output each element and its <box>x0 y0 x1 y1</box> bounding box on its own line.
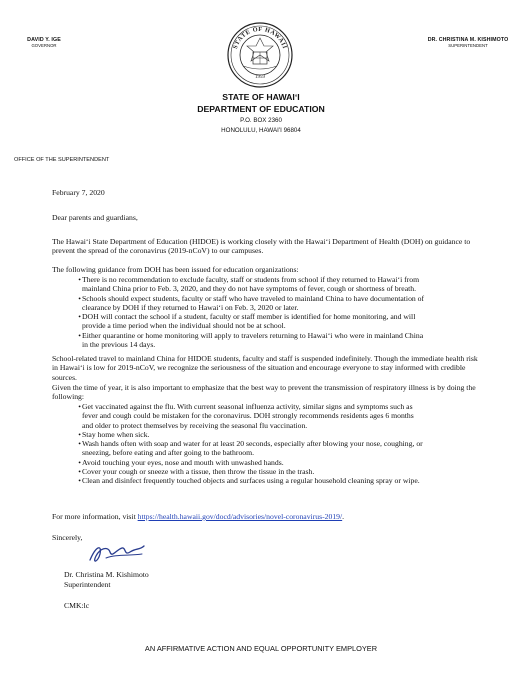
signer-name: Dr. Christina M. Kishimoto <box>64 570 149 579</box>
address-line2: HONOLULU, HAWAIʻI 96804 <box>221 127 301 134</box>
bullet-icon: • <box>78 275 81 284</box>
list-item-text: Stay home when sick. <box>82 429 150 439</box>
list-item-text: Get vaccinated against the flu. With current seasonal influenza activity, similar signs and symptoms such as <box>82 402 413 411</box>
governor-block <box>14 37 74 48</box>
footer-statement: AN AFFIRMATIVE ACTION AND EQUAL OPPORTUNITY EMPLOYER <box>144 644 378 653</box>
list-item-text: Wash hands often with soap and water for at least 20 seconds, especially after blowing your nose, coughing, or <box>82 439 423 449</box>
list-item-text: provide a time period when the individual should not be at school. <box>82 321 286 331</box>
office-label: OFFICE OF THE SUPERINTENDENT <box>14 157 110 163</box>
salutation: Dear parents and guardians, <box>52 213 138 222</box>
list-item-text: sneezing, before eating and after going to the bathroom. <box>82 448 255 458</box>
address-line1: P.O. BOX 2360 <box>240 117 282 124</box>
list-item <box>52 458 482 467</box>
bullet-icon: • <box>78 330 81 340</box>
seal-text: STATE OF HAWAII <box>231 25 289 50</box>
paragraph-travel: School-related travel to mainland China for HIDOE students, faculty and staff is suspended indefinitely. Though the immediate health risk in Hawaiʻi is low for 2019-nCoV, we recognize the seriousness of the situation and encourage everyone to stay informed with credible sources. <box>52 354 478 382</box>
list-item-text: There is no recommendation to exclude faculty, staff or students from school if they returned to Hawaiʻi from <box>82 275 420 284</box>
state-seal-icon <box>227 22 293 88</box>
bullet-icon: • <box>78 439 81 449</box>
list-item <box>52 275 482 294</box>
superintendent-title: SUPERINTENDENT <box>448 43 488 48</box>
list-item-text: Avoid touching your eyes, nose and mouth with unwashed hands. <box>82 457 284 467</box>
signature-icon <box>86 540 148 568</box>
closing: Sincerely, <box>52 533 83 542</box>
info-prefix: For more information, visit <box>52 512 138 521</box>
list-item-text: fever and cough could be mistaken for the coronavirus. DOH strongly recommends residents ages 6 months <box>82 411 414 421</box>
list-item-text: Cover your cough or sneeze with a tissue, then throw the tissue in the trash. <box>82 467 315 477</box>
list-item-text: Either quarantine or home monitoring will apply to travelers returning to Hawaiʻi who were in mainland China <box>82 330 424 340</box>
department-heading: DEPARTMENT OF EDUCATION <box>197 104 325 114</box>
guidance-list <box>52 275 482 349</box>
list-item <box>52 312 482 331</box>
bullet-icon: • <box>78 467 81 477</box>
state-heading: STATE OF HAWAIʻI <box>222 92 300 102</box>
seal-year: 1959 <box>255 75 265 80</box>
paragraph-more-info <box>52 512 482 521</box>
letter-date: February 7, 2020 <box>52 188 105 197</box>
paragraph-intro: The Hawaiʻi State Department of Education (HIDOE) is working closely with the Hawaiʻi Department of Health (DOH) on guidance to prevent the spread of the coronavirus (2019-nCoV) to our campuses. <box>52 237 471 256</box>
list-item-text: DOH will contact the school if a student, faculty or staff member is identified for home monitoring, and will <box>82 312 416 322</box>
bullet-icon: • <box>78 429 81 439</box>
governor-title: GOVERNOR <box>31 43 57 48</box>
signer-title: Superintendent <box>64 580 111 589</box>
list-item-text: Schools should expect students, faculty or staff who have traveled to mainland China to have documentation of <box>82 293 425 303</box>
initials: CMK:lc <box>64 601 90 610</box>
list-item-text: clearance by DOH if they returned to Hawaiʻi on Feb. 3, 2020 or later. <box>82 302 299 312</box>
list-item <box>52 439 482 458</box>
bullet-icon: • <box>78 312 81 322</box>
superintendent-block <box>420 37 516 48</box>
list-item-text: in the previous 14 days. <box>82 340 156 350</box>
superintendent-name: DR. CHRISTINA M. KISHIMOTO <box>427 37 509 43</box>
list-item <box>52 476 482 485</box>
list-item <box>52 402 482 430</box>
list-item <box>52 467 482 476</box>
list-item-text: mainland China prior to Feb. 3, 2020, and they do not have symptoms of fever, cough or shortness of breath. <box>82 284 417 294</box>
bullet-icon: • <box>78 476 81 486</box>
governor-name: DAVID Y. IGE <box>27 37 61 43</box>
bullet-icon: • <box>78 402 81 411</box>
list-item-text: and older to protect themselves by receiving the seasonal flu vaccination. <box>82 420 308 430</box>
bullet-icon: • <box>78 457 81 467</box>
paragraph-prevention-lead: Given the time of year, it is also important to emphasize that the best way to prevent the transmission of respiratory illness is by doing the following: <box>52 383 476 402</box>
info-suffix: . <box>342 512 345 521</box>
list-item <box>52 430 482 439</box>
info-link[interactable]: https://health.hawaii.gov/docd/advisories/novel-coronavirus-2019/ <box>137 512 343 521</box>
list-item-text: Clean and disinfect frequently touched objects and surfaces using a regular household cleaning spray or wipe. <box>82 476 420 486</box>
prevention-list <box>52 402 482 486</box>
list-item <box>52 294 482 313</box>
bullet-icon: • <box>78 293 81 303</box>
list-item <box>52 331 482 350</box>
paragraph-guidance-lead: The following guidance from DOH has been issued for education organizations: <box>52 265 299 274</box>
